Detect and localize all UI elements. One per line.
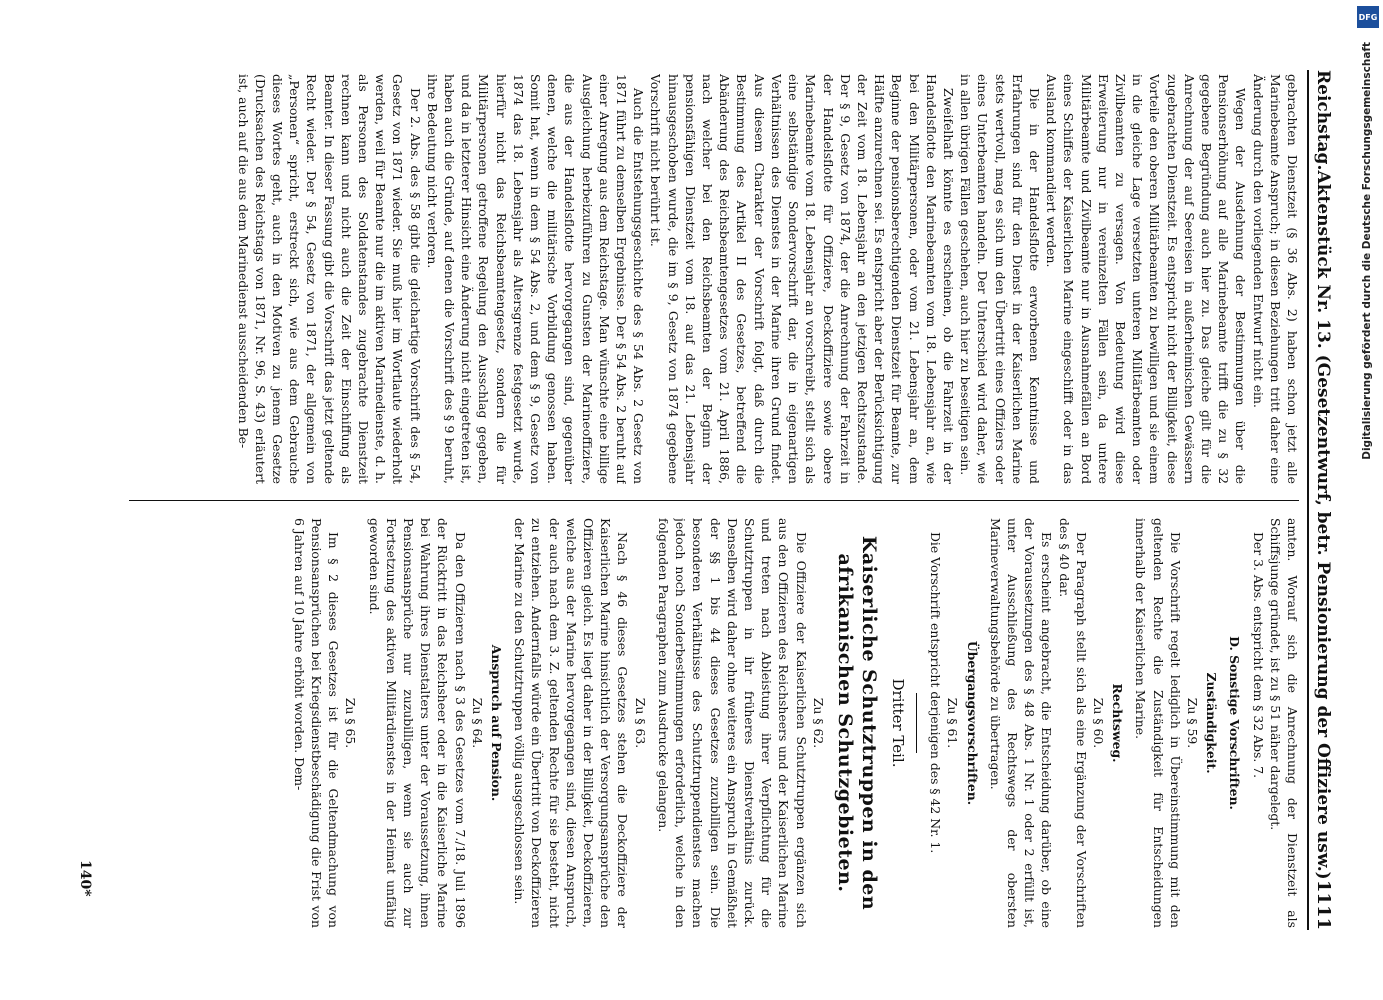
paragraph: Es erscheint angebracht, die Entscheidung darüber, ob eine der Voraussetzungen des § 48 Abs. 1 Nr. 1 oder 2 erfüllt ist, unter Ausschließung des Rechtswegs der obersten Marineverwaltungsbehörde zu übertragen.	[987, 518, 1055, 928]
subheading: Rechtsweg.	[1110, 683, 1126, 763]
paragraph: Nach § 46 dieses Gesetzes stehen die Deckoffiziere der Kaiserlichen Marine hinsichtlich der Versorgungsansprüche den Offizieren gleich. Es liegt daher in der Billigkeit, Deckoffizieren, welche aus der Marine hervorgegangen sind, diesen Anspruch, der auch nach dem 3. Z. geltenden Rechte für sie besteht, nicht zu entziehen. Andernfalls würde ein Übertritt von Deckoffizieren der Marine zu den Schutztruppen völlig ausgeschlossen sein.	[512, 518, 631, 928]
paragraph-ref: Zu § 62.	[810, 697, 826, 749]
paragraph: Wegen der Ausdehnung der Bestimmungen über die Pensionserhöhung auf alle Marinebeamte trifft die zu § 32 gegebene Begründung auch hier zu. Das gleiche gilt für die Anrechnung der auf Seereisen in außerheimischen Gewässern zugebrachten Dienstzeit. Es entspricht nicht der Billigkeit, diese Vorteile den oberen Militärbeamten zu bewilligen und sie einem in die gleiche Lage versetzten unteren Militärbeamten oder Zivilbeamten zu versagen. Von Bedeutung wird diese Erweiterung nur in vereinzelten Fällen sein, da untere Militärbeamte und Zivilbeamte nur in Ausnahmefällen an Bord eines Schiffes der Kaiserlichen Marine eingeschifft oder in das Ausland kommandiert werden.	[1044, 74, 1249, 484]
subheading: Anspruch auf Pension.	[489, 644, 505, 802]
paragraph: Die Vorschrift regelt lediglich in Übereinstimmung mit den geltenden Rechte die Zuständigkeit für Entscheidungen innerhalb der Kaiserlichen Marine.	[1133, 518, 1183, 928]
paragraph: Die in der Handelsflotte erworbenen Kenntnisse und Erfahrungen sind für den Dienst in der Kaiserlichen Marine stets wertvoll, mag es sich um den Übertritt eines Offiziers oder eines Unterbeamten handeln. Der Unterschied wird daher, wie in allen übrigen Fällen geschehen, auch hier zu beseitigen sein.	[958, 74, 1042, 484]
paragraph-ref: Zu § 64.	[469, 697, 485, 749]
paragraph: Auch die Entstehungsgeschichte des § 54 Abs. 2 Gesetz von 1871 führt zu demselben Ergebnisse. Der § 54 Abs. 2 beruht auf einer Anregung aus dem Reichstage. Man wünschte eine billige Ausgleichung herbeizuführen zu Gunsten der Marineoffiziere, die aus der Handelsflotte hervorgegangen sind, gegenüber denen, welche die militärische Vorbildung genossen haben. Somit hat, wenn in dem § 54 Abs. 2, und dem § 9, Gesetz von 1874 das 18. Lebensjahr als Altersgrenze festgesetzt wurde, hierfür nicht das Reichsbeamtengesetz, sondern die für Militärpersonen getroffene Regelung den Ausschlag gegeben, und da in letzterer Hinsicht eine Änderung nicht eingetreten ist, haben auch die Gründe, auf denen die Vorschrift des § 9 beruht, ihre Bedeutung nicht verloren.	[424, 74, 647, 484]
paragraph: Der 2. Abs. des § 58 gibt die gleichartige Vorschrift des § 54, Gesetz von 1871 wieder. Sie muß hier im Wortlaute wiederholt werden, weil für Beamte nur die im aktiven Marinedienste, d. h. als Personen des Soldatenstandes zugebrachte Dienstzeit rechnen kann und nicht auch die Zeit der Einschiffung als Beamter. In dieser Fassung gibt die Vorschrift das jetzt geltende Recht wieder. Der § 54, Gesetz von 1871, der allgemein von „Personen“ spricht, erstreckt sich, wie aus dem Gebrauche dieses Wortes geht, auch in den Motiven zu jenem Gesetze (Drucksachen des Reichstags von 1871, Nr. 96, S. 43) erläutert ist, auch auf die aus dem Marinedienst ausscheidenden Be-	[235, 74, 423, 484]
paragraph-ref: Zu § 61.	[945, 697, 961, 749]
dfg-logo: DFG	[1357, 6, 1379, 28]
paragraph: gebrachten Dienstzeit (§ 36 Abs. 2) haben schon jetzt alle Marinebeamte Anspruch; in diesen Beziehungen tritt daher eine Änderung durch den vorliegenden Entwurf nicht ein.	[1250, 74, 1300, 484]
paragraph: Der 3. Abs. entspricht dem § 32 Abs. 7.	[1250, 532, 1266, 779]
part-title: Kaiserliche Schutztruppen in den afrikanischen Schutzgebieten.	[833, 535, 880, 911]
paragraph: Da den Offizieren nach § 3 des Gesetzes vom 7./18. Juli 1896 der Rücktritt in das Reichsheer oder in die Kaiserliche Marine bei Wahrung ihres Dienstalters unter der Voraussetzung, ihnen Pensionsansprüche nur zuzubilligen, wenn sie auch zur Fortsetzung des aktiven Militärdienstes in der Heimat unfähig geworden sind.	[366, 518, 468, 928]
part-heading: Dritter Teil.	[888, 678, 907, 768]
paragraph-ref: Zu § 59.	[1184, 697, 1200, 749]
paragraph: Der Paragraph stellt sich als eine Ergänzung der Vorschriften des § 40 dar.	[1056, 518, 1089, 928]
paragraph-ref: Zu § 60.	[1090, 697, 1106, 749]
divider-rule	[916, 693, 917, 753]
paragraph: Die Vorschrift entspricht derjenigen des § 42 Nr. 1.	[928, 532, 944, 854]
page-number: 1111	[1313, 879, 1334, 930]
digitization-credit: Digitalisierung gefördert durch die Deutsche Forschungsgemeinschaft	[1361, 42, 1373, 460]
paragraph-ref: Zu § 63.	[632, 697, 648, 749]
credit-sidebar	[1352, 0, 1383, 1000]
subheading: Zuständigkeit.	[1204, 672, 1220, 774]
right-column	[121, 518, 1301, 928]
header-left: Reichstag.	[1313, 70, 1333, 171]
section-heading: D. Sonstige Vorschriften.	[1227, 636, 1243, 810]
paragraph-ref: Zu § 65.	[343, 697, 359, 749]
column-divider	[129, 500, 1299, 501]
paragraph: Zweifelhaft könnte es erscheinen, ob die Fahrzeit in der Handelsflotte den Marinebeamten vom 18. Lebensjahr an, wie bei den Militärpersonen, oder vom 21. Lebensjahr an, dem Beginne der pensionsberechtigenden Dienstzeit für Beamte, zur Hälfte anzurechnen sei. Es entspricht aber der Berücksichtigung der Zeit vom 18. Lebensjahr an den jetzigen Rechtszustande. Der § 9, Gesetz von 1874, der die Anrechnung der Fahrzeit in der Handelsflotte für Offiziere, Deckoffiziere sowie obere Marinebeamte vom 18. Lebensjahr an vorschreibt, stellt sich als eine selbständige Sondervorschrift dar, die in eigenartigen Verhältnissen des Dienstes in der Marine ihren Grund findet. Aus diesem Charakter der Vorschrift folgt, daß durch die Bestimmung des Artikel II des Gesetzes, betreffend die Abänderung des Reichsbeamtengesetzes vom 21. April 1886, nach welcher bei den Reichsbeamten der Beginn der pensionsfähigen Dienstzeit vom 18. auf das 21. Lebensjahr hinausgeschoben wurde, die im § 9, Gesetz von 1874 gegebene Vorschrift nicht berührt ist.	[648, 74, 956, 484]
paragraph: Im § 2 dieses Gesetzes ist für die Geltendmachung von Pensionsansprüchen bei Kriegsdienstbeschädigung die Frist von 6 Jahren auf 10 Jahre erhöht worden. Dem-	[291, 518, 342, 928]
header-title: Aktenstück Nr. 13. (Gesetzentwurf, betr. Pensionierung der Offiziere usw.)	[1313, 170, 1333, 880]
subheading: Übergangsvorschriften.	[964, 640, 980, 806]
left-column	[121, 74, 1301, 484]
paragraph: Die Offiziere der Kaiserlichen Schutztruppen ergänzen sich aus den Offizieren des Reichsheers und der Kaiserlichen Marine und treten nach Ableistung ihrer Verpflichtung für die Schutztruppen in ihr früheres Dienstverhältnis zurück. Denselben wird daher ohne weiteres ein Anspruch in Gemäßheit der §§ 1 bis 44 dieses Gesetzes zuzubilligen sein. Die besonderen Verhältnisse des Schutztruppendienstes machen jedoch noch Sonderbestimmungen erforderlich, welche in den folgenden Paragraphen zum Ausdrucke gelangen.	[655, 518, 809, 928]
paragraph: amten. Worauf sich die Anrechnung der Dienstzeit als Schiffsjunge gründet, ist zu § 51 näher dargelegt.	[1267, 518, 1300, 928]
page-header	[1307, 70, 1343, 930]
footer-number: 140*	[77, 860, 93, 897]
